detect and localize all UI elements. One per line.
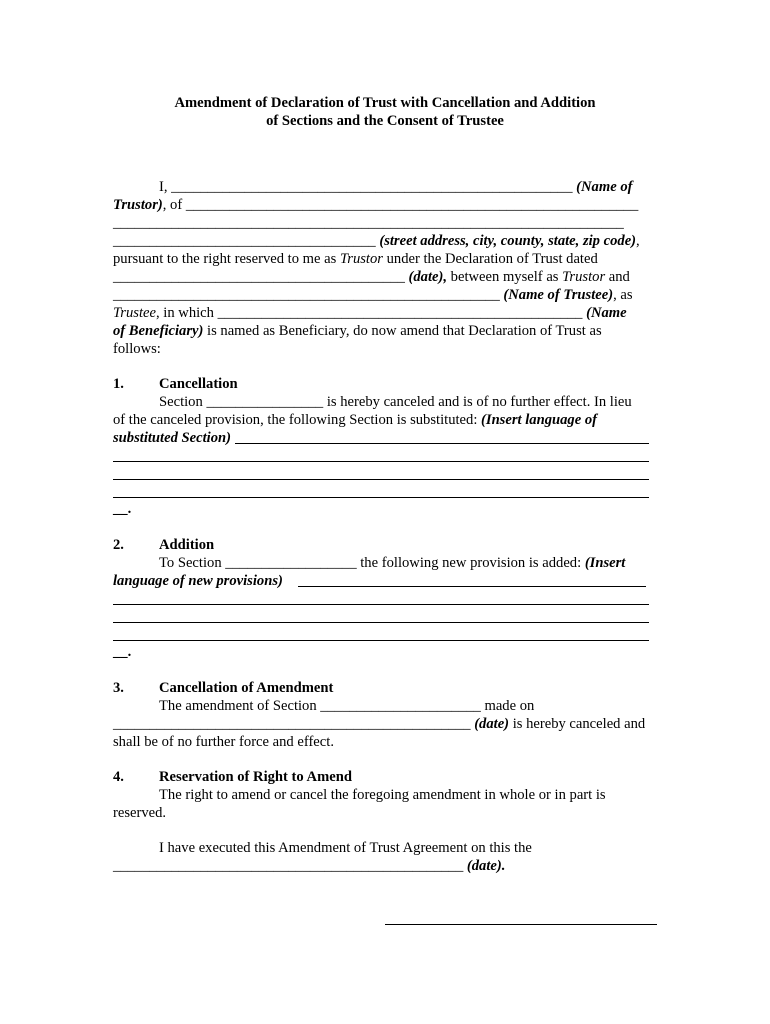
substituted-language-blank-2[interactable] — [113, 461, 649, 462]
document-title-line-1: Amendment of Declaration of Trust with Cancellation and Addition — [174, 95, 596, 111]
text: Trustor — [339, 251, 383, 267]
section-3-number: 3. — [113, 680, 124, 696]
text: made on — [480, 698, 535, 714]
text: is named as Beneficiary, do now amend that Declaration of Trust as — [203, 323, 602, 339]
section-3-line-1 — [159, 697, 534, 715]
section-1-end: __. — [113, 501, 132, 517]
amendment-date-blank[interactable]: _________________________________________________ — [113, 716, 471, 732]
text: is hereby canceled and is of no further effect. In lieu — [323, 394, 632, 410]
section-2-end: __. — [113, 644, 132, 660]
section-3-line-3: shall be of no further force and effect. — [113, 734, 334, 750]
text: , — [636, 233, 640, 249]
section-3-heading: Cancellation of Amendment — [159, 680, 334, 696]
section-4-heading: Reservation of Right to Amend — [159, 769, 352, 785]
addition-section-blank[interactable]: __________________ — [225, 555, 357, 571]
text: and — [605, 269, 630, 285]
intro-line-8 — [113, 304, 627, 322]
section-2-heading: Addition — [159, 537, 215, 553]
new-provision-blank-4[interactable] — [113, 640, 649, 641]
text: the following new provision is added: — [356, 555, 585, 571]
trustor-name-blank[interactable]: _______________________________________________________ — [171, 179, 573, 195]
text: of Beneficiary) — [113, 323, 204, 339]
execution-date-blank[interactable]: ________________________________________________ — [113, 858, 464, 874]
text: (date). — [463, 858, 506, 874]
intro-line-1 — [159, 178, 632, 196]
text: (Insert — [584, 555, 626, 571]
section-1-heading: Cancellation — [159, 376, 238, 392]
document-title-line-2: of Sections and the Consent of Trustee — [266, 113, 504, 129]
new-provision-blank-1[interactable] — [298, 586, 646, 587]
text: is hereby canceled and — [509, 716, 646, 732]
trustee-name-blank[interactable]: _____________________________________________________ — [113, 287, 500, 303]
text: (Insert language of — [481, 412, 597, 428]
intro-line-4 — [113, 232, 640, 250]
address-blank[interactable]: ______________________________________________________________ — [185, 197, 639, 213]
text: (date), — [404, 269, 448, 285]
section-1-number: 1. — [113, 376, 124, 392]
text: , as — [613, 287, 633, 303]
text: (Name of — [572, 179, 633, 195]
address-blank-2[interactable]: ____________________________________ — [113, 233, 376, 249]
section-4-line-2: reserved. — [113, 805, 167, 821]
text: Trustee — [113, 305, 156, 321]
substituted-language-blank-3[interactable] — [113, 479, 649, 480]
text: , of — [162, 197, 186, 213]
intro-line-6 — [113, 268, 630, 286]
intro-line-5 — [113, 250, 598, 268]
new-provision-blank-3[interactable] — [113, 622, 649, 623]
text: The amendment of Section — [159, 698, 321, 714]
intro-line-9 — [113, 322, 602, 340]
section-1-line-3: substituted Section) — [113, 430, 231, 446]
text: (Name — [582, 305, 627, 321]
section-4-number: 4. — [113, 769, 124, 785]
text: I, — [159, 179, 172, 195]
section-1-line-1 — [159, 393, 632, 411]
text: of the canceled provision, the following Section is substituted: — [113, 412, 482, 428]
text: (street address, city, county, state, zip code) — [375, 233, 637, 249]
text: Trustor — [562, 269, 606, 285]
beneficiary-name-blank[interactable]: __________________________________________________ — [217, 305, 583, 321]
signature-line[interactable] — [385, 924, 657, 925]
text: To Section — [159, 555, 226, 571]
intro-line-3[interactable]: ______________________________________________________________________ — [113, 215, 624, 231]
text: , in which — [155, 305, 218, 321]
intro-line-10: follows: — [113, 341, 161, 357]
text: (date) — [470, 716, 510, 732]
text: (Name of Trustee) — [499, 287, 614, 303]
section-1-line-2 — [113, 411, 597, 429]
canceled-section-blank[interactable]: ________________ — [206, 394, 324, 410]
intro-line-2 — [113, 196, 638, 214]
intro-line-7 — [113, 286, 633, 304]
section-3-line-2 — [113, 715, 645, 733]
execution-line-1: I have executed this Amendment of Trust Agreement on this the — [159, 840, 532, 856]
substituted-language-blank-1[interactable] — [235, 443, 649, 444]
text: pursuant to the right reserved to me as — [113, 251, 340, 267]
declaration-date-blank[interactable]: ________________________________________ — [113, 269, 405, 285]
section-4-line-1: The right to amend or cancel the foregoing amendment in whole or in part is — [159, 787, 606, 803]
section-2-number: 2. — [113, 537, 124, 553]
substituted-language-blank-4[interactable] — [113, 497, 649, 498]
section-2-line-2: language of new provisions) — [113, 573, 283, 589]
execution-line-2 — [113, 857, 505, 875]
text: Trustor) — [113, 197, 163, 213]
section-2-line-1 — [159, 554, 625, 572]
text: Section — [159, 394, 207, 410]
text: under the Declaration of Trust dated — [382, 251, 598, 267]
new-provision-blank-2[interactable] — [113, 604, 649, 605]
amendment-section-blank[interactable]: ______________________ — [320, 698, 481, 714]
text: between myself as — [447, 269, 563, 285]
